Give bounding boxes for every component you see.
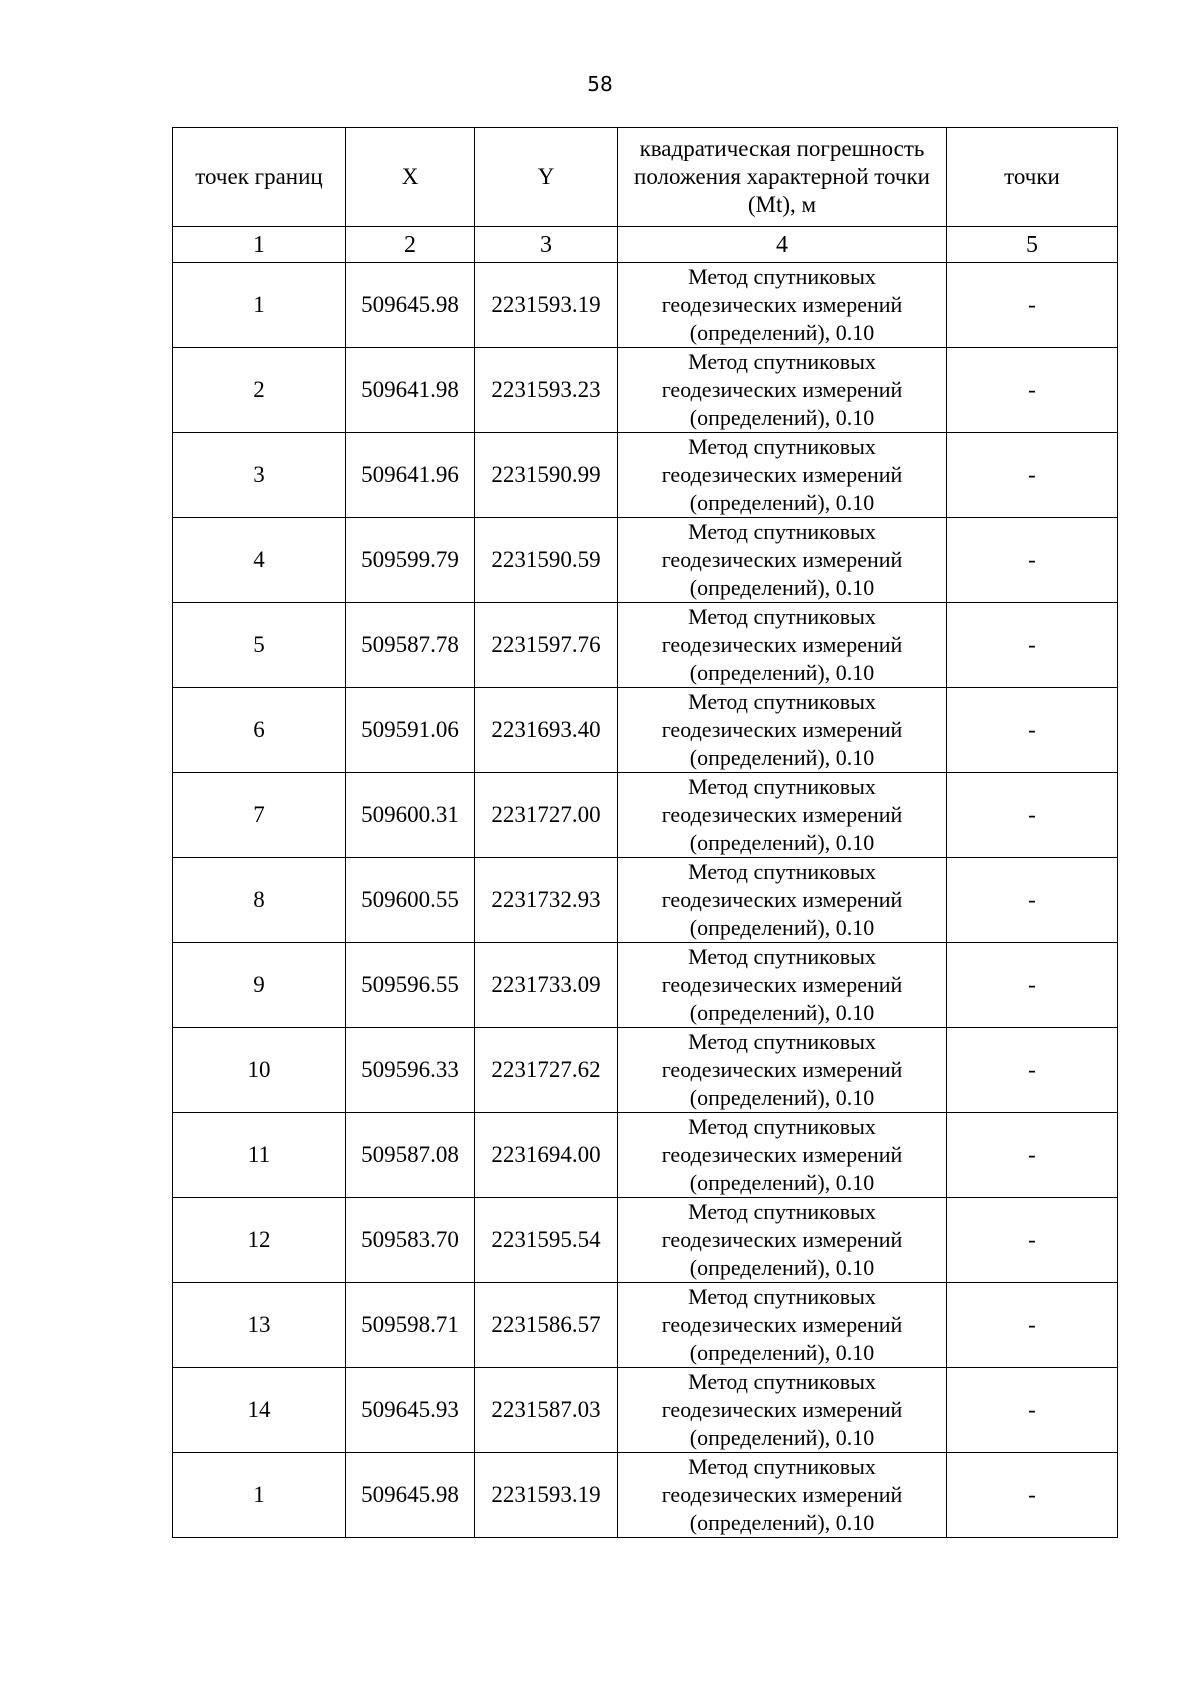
method-line: (определений), 0.10	[689, 915, 875, 940]
method-line: Метод спутниковых	[688, 859, 876, 884]
header-point-description: точки	[947, 128, 1118, 227]
method-cell	[618, 433, 947, 518]
table-body	[173, 263, 1118, 1538]
method-cell	[618, 1113, 947, 1198]
point-number-cell: 12	[173, 1198, 346, 1283]
method-line: Метод спутниковых	[688, 1369, 876, 1394]
table-row	[173, 1453, 1118, 1538]
point-number-cell: 6	[173, 688, 346, 773]
header-y: Y	[475, 128, 618, 227]
method-line: геодезических измерений	[661, 1227, 903, 1252]
coordinates-table	[172, 127, 1118, 1538]
method-line: Метод спутниковых	[688, 1029, 876, 1054]
table-row	[173, 348, 1118, 433]
x-coordinate-cell: 509587.08	[346, 1113, 475, 1198]
x-coordinate-cell: 509645.98	[346, 1453, 475, 1538]
column-number: 2	[346, 227, 475, 263]
point-number-cell: 13	[173, 1283, 346, 1368]
method-line: (определений), 0.10	[689, 1170, 875, 1195]
x-coordinate-cell: 509596.33	[346, 1028, 475, 1113]
y-coordinate-cell: 2231587.03	[475, 1368, 618, 1453]
method-line: геодезических измерений	[661, 377, 903, 402]
method-line: (определений), 0.10	[689, 320, 875, 345]
method-line: (определений), 0.10	[689, 830, 875, 855]
point-description-cell: -	[947, 1368, 1118, 1453]
header-accuracy: квадратическая погрешность положения характерной точки (Mt), м	[618, 128, 947, 227]
point-number-cell: 1	[173, 1453, 346, 1538]
page-number: 58	[587, 72, 613, 96]
method-line: геодезических измерений	[661, 1312, 903, 1337]
column-number: 3	[475, 227, 618, 263]
point-description-cell: -	[947, 603, 1118, 688]
x-coordinate-cell: 509583.70	[346, 1198, 475, 1283]
y-coordinate-cell: 2231595.54	[475, 1198, 618, 1283]
method-cell	[618, 263, 947, 348]
table-row	[173, 603, 1118, 688]
method-line: Метод спутниковых	[688, 1114, 876, 1139]
x-coordinate-cell: 509587.78	[346, 603, 475, 688]
table-row	[173, 1028, 1118, 1113]
y-coordinate-cell: 2231593.23	[475, 348, 618, 433]
column-number: 4	[618, 227, 947, 263]
method-line: (определений), 0.10	[689, 490, 875, 515]
method-line: Метод спутниковых	[688, 349, 876, 374]
x-coordinate-cell: 509641.98	[346, 348, 475, 433]
point-description-cell: -	[947, 348, 1118, 433]
point-number-cell: 14	[173, 1368, 346, 1453]
method-cell	[618, 943, 947, 1028]
method-line: геодезических измерений	[661, 1482, 903, 1507]
method-cell	[618, 1198, 947, 1283]
table-row	[173, 858, 1118, 943]
column-number: 5	[947, 227, 1118, 263]
y-coordinate-cell: 2231590.99	[475, 433, 618, 518]
y-coordinate-cell: 2231586.57	[475, 1283, 618, 1368]
method-line: геодезических измерений	[661, 802, 903, 827]
point-number-cell: 9	[173, 943, 346, 1028]
point-description-cell: -	[947, 518, 1118, 603]
y-coordinate-cell: 2231732.93	[475, 858, 618, 943]
method-line: (определений), 0.10	[689, 1510, 875, 1535]
point-description-cell: -	[947, 1198, 1118, 1283]
method-line: Метод спутниковых	[688, 689, 876, 714]
point-description-cell: -	[947, 943, 1118, 1028]
method-line: геодезических измерений	[661, 1057, 903, 1082]
x-coordinate-cell: 509596.55	[346, 943, 475, 1028]
method-cell	[618, 348, 947, 433]
y-coordinate-cell: 2231597.76	[475, 603, 618, 688]
method-line: (определений), 0.10	[689, 575, 875, 600]
point-number-cell: 10	[173, 1028, 346, 1113]
point-description-cell: -	[947, 1283, 1118, 1368]
method-line: (определений), 0.10	[689, 1340, 875, 1365]
column-number-row	[173, 227, 1118, 263]
y-coordinate-cell: 2231694.00	[475, 1113, 618, 1198]
method-line: (определений), 0.10	[689, 1085, 875, 1110]
point-description-cell: -	[947, 1028, 1118, 1113]
table-row	[173, 688, 1118, 773]
method-line: Метод спутниковых	[688, 264, 876, 289]
method-line: (определений), 0.10	[689, 1255, 875, 1280]
x-coordinate-cell: 509591.06	[346, 688, 475, 773]
table-row	[173, 1198, 1118, 1283]
point-description-cell: -	[947, 263, 1118, 348]
method-cell	[618, 603, 947, 688]
table-row	[173, 263, 1118, 348]
point-description-cell: -	[947, 773, 1118, 858]
method-line: Метод спутниковых	[688, 1454, 876, 1479]
point-number-cell: 3	[173, 433, 346, 518]
method-line: Метод спутниковых	[688, 1199, 876, 1224]
method-line: Метод спутниковых	[688, 944, 876, 969]
x-coordinate-cell: 509600.31	[346, 773, 475, 858]
method-line: геодезических измерений	[661, 887, 903, 912]
point-description-cell: -	[947, 1113, 1118, 1198]
method-cell	[618, 1368, 947, 1453]
x-coordinate-cell: 509645.98	[346, 263, 475, 348]
method-line: (определений), 0.10	[689, 745, 875, 770]
method-line: (определений), 0.10	[689, 405, 875, 430]
table-row	[173, 1283, 1118, 1368]
method-line: геодезических измерений	[661, 1397, 903, 1422]
y-coordinate-cell: 2231727.00	[475, 773, 618, 858]
x-coordinate-cell: 509599.79	[346, 518, 475, 603]
point-number-cell: 8	[173, 858, 346, 943]
table-row	[173, 773, 1118, 858]
method-line: Метод спутниковых	[688, 519, 876, 544]
x-coordinate-cell: 509641.96	[346, 433, 475, 518]
table-row	[173, 433, 1118, 518]
y-coordinate-cell: 2231593.19	[475, 263, 618, 348]
table-header-row	[173, 128, 1118, 227]
method-line: геодезических измерений	[661, 547, 903, 572]
column-number: 1	[173, 227, 346, 263]
point-number-cell: 2	[173, 348, 346, 433]
method-cell	[618, 858, 947, 943]
method-line: (определений), 0.10	[689, 1425, 875, 1450]
method-line: Метод спутниковых	[688, 604, 876, 629]
y-coordinate-cell: 2231727.62	[475, 1028, 618, 1113]
method-cell	[618, 1453, 947, 1538]
x-coordinate-cell: 509600.55	[346, 858, 475, 943]
point-number-cell: 11	[173, 1113, 346, 1198]
header-x: X	[346, 128, 475, 227]
method-line: геодезических измерений	[661, 292, 903, 317]
point-description-cell: -	[947, 433, 1118, 518]
method-cell	[618, 1283, 947, 1368]
point-number-cell: 4	[173, 518, 346, 603]
method-cell	[618, 688, 947, 773]
method-cell	[618, 1028, 947, 1113]
method-line: Метод спутниковых	[688, 774, 876, 799]
y-coordinate-cell: 2231590.59	[475, 518, 618, 603]
x-coordinate-cell: 509598.71	[346, 1283, 475, 1368]
table-row	[173, 943, 1118, 1028]
table-row	[173, 1368, 1118, 1453]
method-line: (определений), 0.10	[689, 1000, 875, 1025]
point-number-cell: 5	[173, 603, 346, 688]
point-description-cell: -	[947, 1453, 1118, 1538]
point-description-cell: -	[947, 858, 1118, 943]
method-line: геодезических измерений	[661, 717, 903, 742]
method-line: (определений), 0.10	[689, 660, 875, 685]
y-coordinate-cell: 2231733.09	[475, 943, 618, 1028]
x-coordinate-cell: 509645.93	[346, 1368, 475, 1453]
point-number-cell: 1	[173, 263, 346, 348]
method-cell	[618, 773, 947, 858]
table-row	[173, 518, 1118, 603]
method-line: геодезических измерений	[661, 462, 903, 487]
header-point-name: точек границ	[173, 128, 346, 227]
method-cell	[618, 518, 947, 603]
table-row	[173, 1113, 1118, 1198]
y-coordinate-cell: 2231593.19	[475, 1453, 618, 1538]
y-coordinate-cell: 2231693.40	[475, 688, 618, 773]
point-number-cell: 7	[173, 773, 346, 858]
method-line: Метод спутниковых	[688, 1284, 876, 1309]
method-line: Метод спутниковых	[688, 434, 876, 459]
method-line: геодезических измерений	[661, 972, 903, 997]
point-description-cell: -	[947, 688, 1118, 773]
method-line: геодезических измерений	[661, 632, 903, 657]
method-line: геодезических измерений	[661, 1142, 903, 1167]
